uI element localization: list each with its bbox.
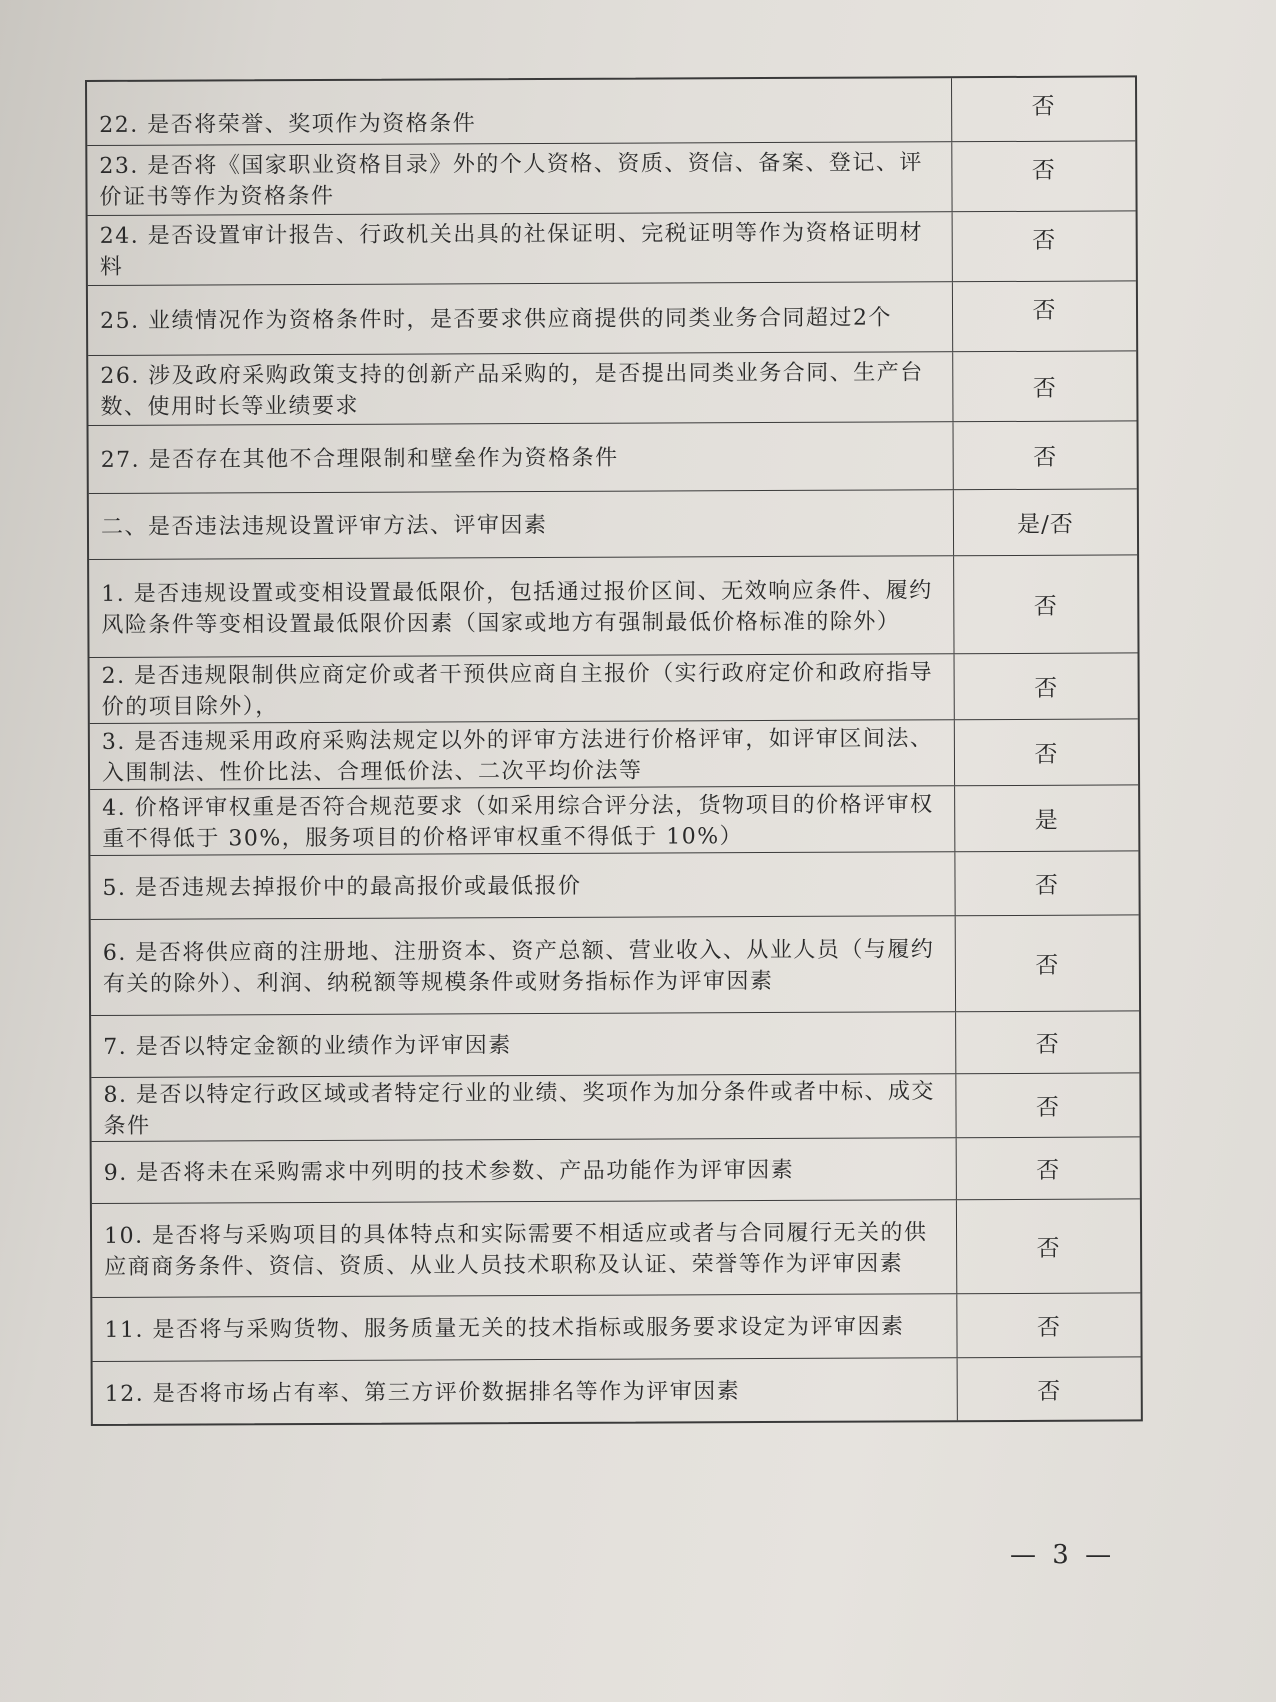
review-table [85, 75, 1143, 1426]
row-answer: 否 [1033, 444, 1058, 471]
table-row [91, 1073, 1139, 1142]
table-row [87, 77, 1135, 146]
row-answer: 否 [1032, 227, 1057, 254]
row-question: 11. 是否将与采购货物、服务质量无关的技术指标或服务要求设定为评审因素 [92, 1294, 957, 1361]
table-row [90, 851, 1138, 920]
section-heading: 二、是否违法违规设置评审方法、评审因素 [89, 490, 954, 559]
row-question: 22. 是否将荣誉、奖项作为资格条件 [87, 78, 952, 145]
row-question: 9. 是否将未在采购需求中列明的技术参数、产品功能作为评审因素 [92, 1138, 957, 1203]
table-row [88, 281, 1136, 356]
row-question: 12. 是否将市场占有率、第三方评价数据排名等作为评审因素 [93, 1358, 958, 1424]
table-row [88, 351, 1136, 426]
row-answer: 否 [1032, 375, 1057, 402]
table-row [91, 1011, 1139, 1078]
table-row [91, 915, 1139, 1016]
table-row [90, 719, 1138, 790]
table-row [90, 653, 1138, 724]
row-question: 25. 业绩情况作为资格条件时，是否要求供应商提供的同类业务合同超过2个 [88, 282, 953, 355]
row-question: 27. 是否存在其他不合理限制和壁垒作为资格条件 [89, 422, 954, 493]
table-row [90, 785, 1138, 856]
row-answer: 否 [1036, 1157, 1061, 1184]
row-answer: 否 [1037, 1378, 1062, 1405]
section-answer-header: 是/否 [1017, 511, 1074, 538]
table-row [88, 211, 1136, 286]
table-row-section-header [89, 489, 1137, 560]
row-answer: 是 [1034, 807, 1059, 834]
row-question: 3. 是否违规采用政府采购法规定以外的评审方法进行价格评审，如评审区间法、入围制法、性价比法、合理低价法、二次平均价法等 [90, 720, 955, 789]
row-answer: 否 [1036, 1235, 1061, 1262]
row-question: 26. 涉及政府采购政策支持的创新产品采购的，是否提出同类业务合同、生产台数、使用时长等业绩要求 [88, 352, 953, 425]
row-answer: 否 [1034, 872, 1060, 899]
row-answer: 否 [1032, 297, 1057, 324]
table-row [89, 421, 1137, 494]
table-row [89, 555, 1137, 658]
row-question: 5. 是否违规去掉报价中的最高报价或最低报价 [90, 852, 955, 919]
row-question: 23. 是否将《国家职业资格目录》外的个人资格、资质、资信、备案、登记、评价证书等作为资格条件 [87, 142, 952, 215]
row-question: 6. 是否将供应商的注册地、注册资本、资产总额、营业收入、从业人员（与履约有关的除外）、利润、纳税额等规模条件或财务指标作为评审因素 [91, 916, 956, 1015]
row-answer: 否 [1035, 1094, 1061, 1121]
table-row [92, 1137, 1140, 1204]
table-row [92, 1199, 1140, 1298]
row-question: 10. 是否将与采购项目的具体特点和实际需要不相适应或者与合同履行无关的供应商商务条件、资信、资质、从业人员技术职称及认证、荣誉等作为评审因素 [92, 1200, 957, 1297]
row-answer: 否 [1031, 93, 1056, 120]
row-question: 2. 是否违规限制供应商定价或者干预供应商自主报价（实行政府定价和政府指导价的项目除外）， [90, 654, 955, 723]
table-row [87, 141, 1135, 216]
page-number: — 3 — [1010, 1540, 1116, 1570]
row-answer: 否 [1034, 675, 1059, 702]
row-answer: 否 [1034, 741, 1059, 768]
row-question: 4. 价格评审权重是否符合规范要求（如采用综合评分法，货物项目的价格评审权重不得低于 30%，服务项目的价格评审权重不得低于 10%） [90, 786, 955, 855]
row-question: 7. 是否以特定金额的业绩作为评审因素 [91, 1012, 956, 1077]
row-answer: 否 [1035, 1031, 1060, 1058]
row-answer: 否 [1036, 1314, 1062, 1341]
row-answer: 否 [1031, 157, 1056, 184]
row-answer: 否 [1035, 952, 1060, 979]
row-question: 24. 是否设置审计报告、行政机关出具的社保证明、完税证明等作为资格证明材料 [88, 212, 953, 285]
row-question: 8. 是否以特定行政区域或者特定行业的业绩、奖项作为加分条件或者中标、成交条件 [91, 1074, 956, 1141]
table-row [93, 1357, 1141, 1424]
row-answer: 否 [1033, 593, 1058, 620]
row-question: 1. 是否违规设置或变相设置最低限价，包括通过报价区间、无效响应条件、履约风险条件等变相设置最低限价因素（国家或地方有强制最低价格标准的除外） [89, 556, 954, 657]
table-row [92, 1293, 1140, 1362]
